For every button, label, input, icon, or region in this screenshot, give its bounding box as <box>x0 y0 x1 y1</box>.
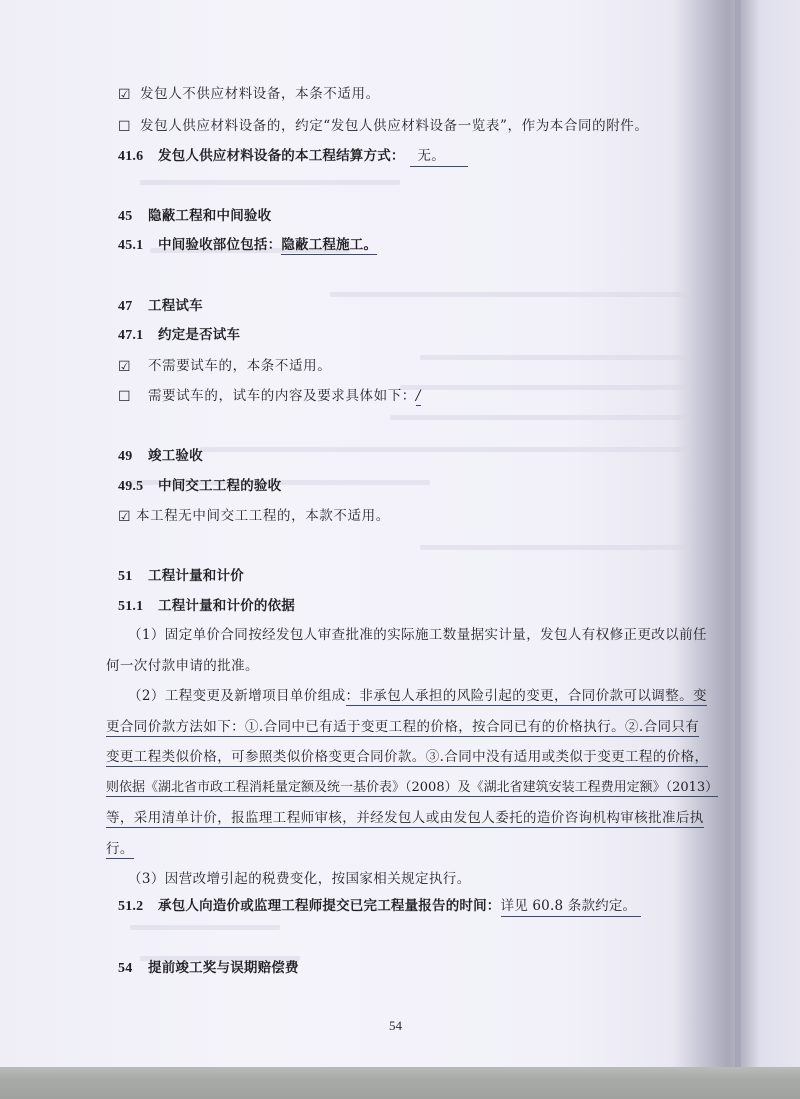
clause-51-1-item-2 <box>106 681 719 864</box>
clause-51-1-item-1 <box>106 620 707 681</box>
clause-number: 45 <box>118 209 133 224</box>
option-text: 发包人不供应材料设备，本条不适用。 <box>140 86 380 102</box>
bleed-through-mark <box>200 447 690 452</box>
clause-number: 45.1 <box>118 238 144 253</box>
bleed-through-mark <box>330 292 690 297</box>
option-text: 不需要试车的，本条不适用。 <box>148 358 332 374</box>
paragraph-line <box>106 773 719 804</box>
clause-number: 51 <box>118 569 133 584</box>
paragraph-line: （1）固定单价合同按经发包人审查批准的实际施工数量据实计量，发包人有权修正更改以前任 <box>128 627 707 643</box>
option-text: 发包人供应材料设备的，约定“发包人供应材料设备一览表”，作为本合同的附件。 <box>140 118 649 134</box>
clause-number: 41.6 <box>118 149 144 164</box>
clause-title: 隐蔽工程和中间验收 <box>148 208 272 224</box>
filled-value: 隐蔽工程施工。 <box>281 237 378 253</box>
checkbox-checked[interactable]: ☑ <box>118 509 132 525</box>
paragraph-line <box>106 742 709 773</box>
clause-51-1 <box>118 596 295 617</box>
paragraph-line: 何一次付款申请的批准。 <box>106 657 259 674</box>
clause-title: 工程计量和计价 <box>148 568 244 584</box>
option-text: 本工程无中间交工工程的，本款不适用。 <box>136 508 390 524</box>
clause-47-heading <box>118 296 203 317</box>
clause-number: 47.1 <box>118 328 144 343</box>
clause-title: 竣工验收 <box>148 448 203 464</box>
clause-41-6 <box>118 146 468 167</box>
underlined-text: 则依据《湖北省市政工程消耗量定额及统一基价表》（2008）及《湖北省建筑安装工程费用定额》（2013） <box>106 779 719 795</box>
clause-54-heading <box>118 958 299 979</box>
option-no-intermediate <box>118 506 390 526</box>
clause-number: 51.2 <box>118 899 144 914</box>
underlined-text: 行。 <box>106 840 134 857</box>
binding-shadow <box>735 0 741 1067</box>
bleed-through-mark <box>390 415 690 420</box>
item-prefix: （2）工程变更及新增项目单价组成 <box>128 688 346 704</box>
filled-value: / <box>415 388 422 404</box>
underlined-text: 更合同价款方法如下：①.合同中已有适于变更工程的价格，按合同已有的价格执行。②.合同只有 <box>106 718 700 735</box>
clause-51-heading <box>118 566 244 587</box>
bleed-through-mark <box>420 355 690 360</box>
clause-title: 工程试车 <box>148 298 203 314</box>
filled-value: 无。 <box>410 146 468 167</box>
paragraph-line <box>106 803 704 834</box>
underlined-text: 等，采用清单计价，报监理工程师审核，并经发包人或由发包人委托的造价咨询机构审核批准后执 <box>106 810 704 826</box>
paragraph-line <box>106 712 700 743</box>
clause-number: 49.5 <box>118 479 144 494</box>
paragraph-line <box>118 681 707 712</box>
checkbox-unchecked[interactable]: ☐ <box>118 119 132 135</box>
checkbox-checked[interactable]: ☑ <box>118 87 132 103</box>
option-supply <box>118 116 649 136</box>
clause-number: 49 <box>118 449 133 464</box>
clause-49-heading <box>118 446 203 467</box>
bleed-through-mark <box>400 385 690 390</box>
clause-label: 中间验收部位包括： <box>158 237 282 253</box>
checkbox-checked[interactable]: ☑ <box>118 359 132 375</box>
clause-49-5 <box>118 476 281 497</box>
option-trial <box>118 386 421 406</box>
paragraph-line <box>106 834 680 865</box>
clause-title: 提前竣工奖与误期赔偿费 <box>148 960 299 976</box>
bleed-through-mark <box>140 180 400 185</box>
bleed-through-mark <box>420 545 690 550</box>
clause-number: 54 <box>118 961 133 976</box>
option-no-trial <box>118 356 331 376</box>
underlined-text: 变更工程类似价格，可参照类似价格变更合同价款。③.合同中没有适用或类似于变更工程的价格， <box>106 749 709 765</box>
paragraph-line: （3）因营改增引起的税费变化，按国家相关规定执行。 <box>128 871 471 887</box>
checkbox-unchecked[interactable]: ☐ <box>118 389 132 405</box>
scanner-bed-strip <box>0 1067 800 1099</box>
clause-title: 工程计量和计价的依据 <box>158 598 295 614</box>
clause-number: 47 <box>118 299 133 314</box>
underlined-text: ：非承包人承担的风险引起的变更，合同价款可以调整。变 <box>345 688 707 704</box>
bleed-through-mark <box>130 925 280 930</box>
clause-51-2 <box>118 896 641 917</box>
option-no-supply <box>118 84 380 104</box>
clause-number: 51.1 <box>118 599 144 614</box>
clause-47-1 <box>118 325 240 346</box>
clause-title: 中间交工工程的验收 <box>158 478 282 494</box>
clause-51-1-item-3 <box>118 864 680 895</box>
filled-value: 详见 60.8 条款约定。 <box>501 896 641 917</box>
clause-label: 发包人供应材料设备的本工程结算方式： <box>158 148 405 164</box>
clause-45-1 <box>118 235 377 256</box>
option-text: 需要试车的，试车的内容及要求具体如下： <box>148 388 416 404</box>
clause-title: 约定是否试车 <box>158 327 241 343</box>
clause-45-heading <box>118 206 271 227</box>
page-number: 54 <box>389 1018 402 1033</box>
clause-label: 承包人向造价或监理工程师提交已完工程量报告的时间： <box>158 898 501 914</box>
